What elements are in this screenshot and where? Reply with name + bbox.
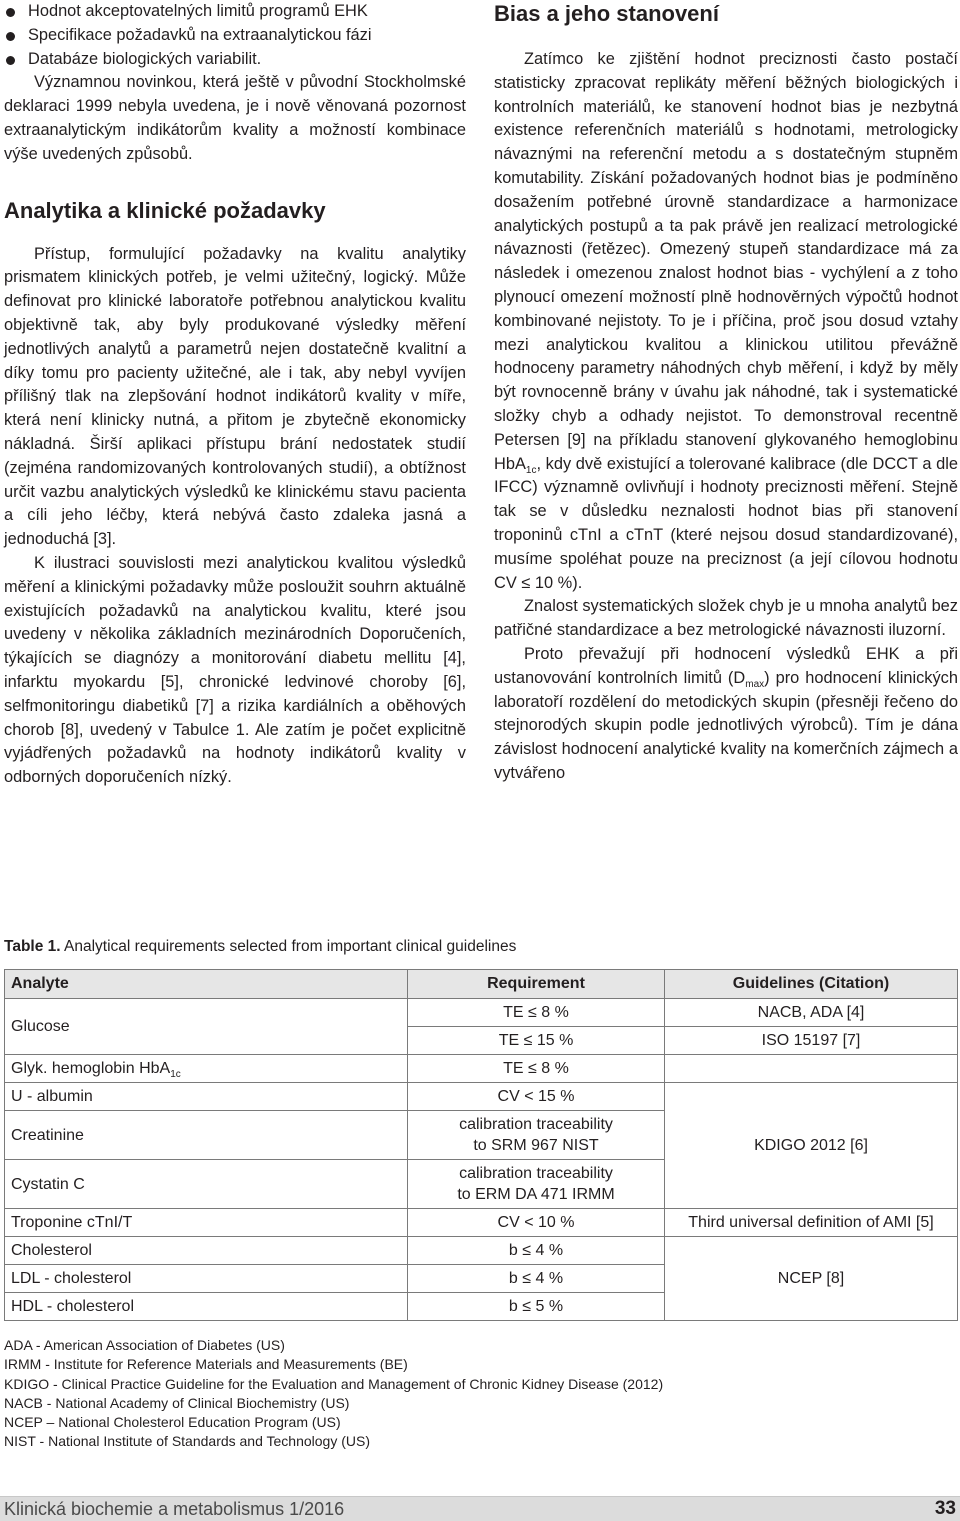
table-cell: Glucose — [5, 999, 408, 1055]
abbreviation-item: NCEP – National Cholesterol Education Program (US) — [4, 1414, 341, 1431]
table-cell: Glyk. hemoglobin HbA$_{1c}$ — [5, 1055, 408, 1083]
table-cell: NACB, ADA [4] — [665, 999, 958, 1027]
paragraph: Zatímco ke zjištění hodnot preciznosti často postačí statisticky zpracovat replikáty měření běžných biologických i kontrolních materiálů, ke stanovení hodnot bias je nezbytná existence referenčních materiálů s hodnotami, metrologicky návaznými na referenční metodu a s dostatečným stupněm komutability. Získání požadovaných hodnot bias je podmíněno dosažením potřebné úrovně standardizace a harmonizace analytických postupů a ta pak právě jen realizací metrologické návaznosti (řetězec). Omezený stupeň standardizace má za následek i omezenou znalost hodnot bias - vychýlení a z toho plynoucí omezení možností plně hodnověrných výpočtů hodnot kombinované nejistoty. To je i příčina, proč jsou dosud vztahy mezi analytickou kvalitou a klinickou utilitou převážně hodnoceny parametry náhodných chyb měření, i když by měly být rovnocenně brány v úvahu jak náhodné, tak i systematické složky chyb a odhady nejistot. To demonstroval recentně Petersen [9] na příkladu stanovení glykovaného hemoglobinu HbA$_{1c}$, kdy dvě existující a tolerované kalibrace (dle DCCT a dle IFCC) významně ovlivňují i hodnoty preciznosti měření. Stejně tak se v důsledku neznalosti hodnot bias při stanovení troponinů cTnI a cTnT (které nejsou dosud standardizované), musíme spoléhat pouze na preciznost (a její cílovou hodnotu CV ≤ 10 %). — [494, 50, 958, 592]
table-row — [5, 1055, 958, 1083]
list-item: Specifikace požadavků na extraanalytickou fázi — [4, 24, 466, 48]
abbreviation-item: NIST - National Institute of Standards and Technology (US) — [4, 1433, 371, 1450]
bullet-list — [4, 0, 466, 71]
table-caption-text: Analytical requirements selected from important clinical guidelines — [64, 938, 517, 955]
table-cell: ISO 15197 [7] — [665, 1027, 958, 1055]
table-cell: CV < 15 % — [408, 1083, 665, 1111]
table-row — [5, 1083, 958, 1111]
table-row — [5, 1209, 958, 1237]
page-number: 33 — [934, 1498, 956, 1519]
table-cell: LDL - cholesterol — [5, 1265, 408, 1293]
right-column — [494, 0, 958, 786]
list-item: Hodnot akceptovatelných limitů programů EHK — [4, 0, 466, 24]
abbreviations-list — [4, 1336, 663, 1452]
abbreviation-item: ADA - American Association of Diabetes (US) — [4, 1337, 285, 1353]
table-row — [5, 999, 958, 1027]
table-cell: calibration traceability to ERM DA 471 IRMM — [408, 1160, 665, 1209]
table-cell: Creatinine — [5, 1111, 408, 1160]
table-cell: TE ≤ 15 % — [408, 1027, 665, 1055]
abbreviation-item: NACB - National Academy of Clinical Biochemistry (US) — [4, 1394, 350, 1411]
column-header: Guidelines (Citation) — [665, 970, 958, 999]
table-cell: b ≤ 4 % — [408, 1237, 665, 1265]
list-item: Databáze biologických variabilit. — [4, 48, 466, 72]
table-cell: TE ≤ 8 % — [408, 1055, 665, 1083]
table-cell — [665, 1055, 958, 1083]
table-cell: NCEP [8] — [665, 1237, 958, 1321]
table-cell: CV < 10 % — [408, 1209, 665, 1237]
table-cell: b ≤ 4 % — [408, 1265, 665, 1293]
table-cell: calibration traceability to SRM 967 NIST — [408, 1111, 665, 1160]
table-header-row — [5, 970, 958, 999]
paragraph: Přístup, formulující požadavky na kvalitu analytiky prismatem klinických potřeb, je velmi užitečný, logický. Může definovat pro klinické laboratoře potřebnou analytickou kvalitu objektivně tak, aby byly produkované výsledky měření jednotlivých analytů a parametrů nejen dostatečně kvalitní a díky tomu pro pacienty užitečné, ale i tak, aby nebyl vyvíjen přílišný tlak na zlepšování hodnot indikátorů kvality v míře, která není klinicky nutná, a přitom je zbytečně ekonomicky nákladná. Širší aplikaci přístupu brání nedostatek studií (zejména randomizovaných kontrolovaných studií), a obtížnost určit vazbu analytických výsledků ke klinickému stavu pacienta a cíli jeho léčby, která nebývá často zdaleka jasná a jednoduchá [3]. — [4, 244, 466, 549]
table-cell: KDIGO 2012 [6] — [665, 1083, 958, 1209]
table-cell: HDL - cholesterol — [5, 1293, 408, 1321]
section-heading-analytics: Analytika a klinické požadavky — [4, 197, 326, 223]
page-footer — [0, 1496, 960, 1521]
column-header: Analyte — [5, 970, 408, 999]
table-cell: Cholesterol — [5, 1237, 408, 1265]
left-column — [4, 0, 466, 790]
table-cell: Troponine cTnI/T — [5, 1209, 408, 1237]
table-cell: Cystatin C — [5, 1160, 408, 1209]
paragraph: K ilustraci souvislosti mezi analytickou kvalitou výsledků měření a klinickými požadavky může posloužit souhrn aktuálně existujících požadavků na analytickou kvalitu, které jsou uvedeny v několika základních mezinárodních Doporučeních, týkajících se diagnózy a monitorování diabetu mellitu [4], infarktu myokardu [5], chronické ledvinové choroby [6], selfmonitoringu diabetiků [7] a rizika kardiálních a oběhových chorob [8], uvedený v Tabulce 1. Ale zatím je počet explicitně vyjádřených požadavků na hodnoty indikátorů kvality v odborných doporučeních nízký. — [4, 553, 466, 787]
table-label: Table 1. — [4, 938, 61, 955]
journal-name: Klinická biochemie a metabolismus 1/2016 — [4, 1499, 345, 1519]
table-cell: TE ≤ 8 % — [408, 999, 665, 1027]
table-cell: U - albumin — [5, 1083, 408, 1111]
column-header: Requirement — [408, 970, 665, 999]
table-caption — [4, 938, 516, 956]
section-heading-bias: Bias a jeho stanovení — [494, 1, 719, 26]
table-cell: Third universal definition of AMI [5] — [665, 1209, 958, 1237]
paragraph: Znalost systematických složek chyb je u mnoha analytů bez patřičné standardizace a bez metrologické návaznosti iluzorní. — [494, 597, 958, 640]
abbreviation-item: KDIGO - Clinical Practice Guideline for the Evaluation and Management of Chronic Kidney Disease (2012) — [4, 1375, 664, 1392]
intro-paragraph: Významnou novinkou, která ještě v původní Stockholmské deklaraci 1999 nebyla uvedena, je i nově věnovaná pozornost extraanalytickým indikátorům kvality a možností kombinace výše uvedených způsobů. — [4, 73, 466, 163]
paragraph: Proto převažují při hodnocení výsledků EHK a při ustanovování kontrolních limitů $(D_{max})$ pro hodnocení klinických laboratoří rozdělení do metodických skupin (přesněji řečeno do stejnorodých skupin podle jednotlivých výrobců). Tím je dána závislost hodnocení analytické kvality na komerčních zájmech a vytvářeno — [494, 644, 958, 782]
table-cell: b ≤ 5 % — [408, 1293, 665, 1321]
table-row — [5, 1237, 958, 1265]
requirements-table — [4, 969, 958, 1321]
abbreviation-item: IRMM - Institute for Reference Materials and Measurements (BE) — [4, 1356, 408, 1373]
